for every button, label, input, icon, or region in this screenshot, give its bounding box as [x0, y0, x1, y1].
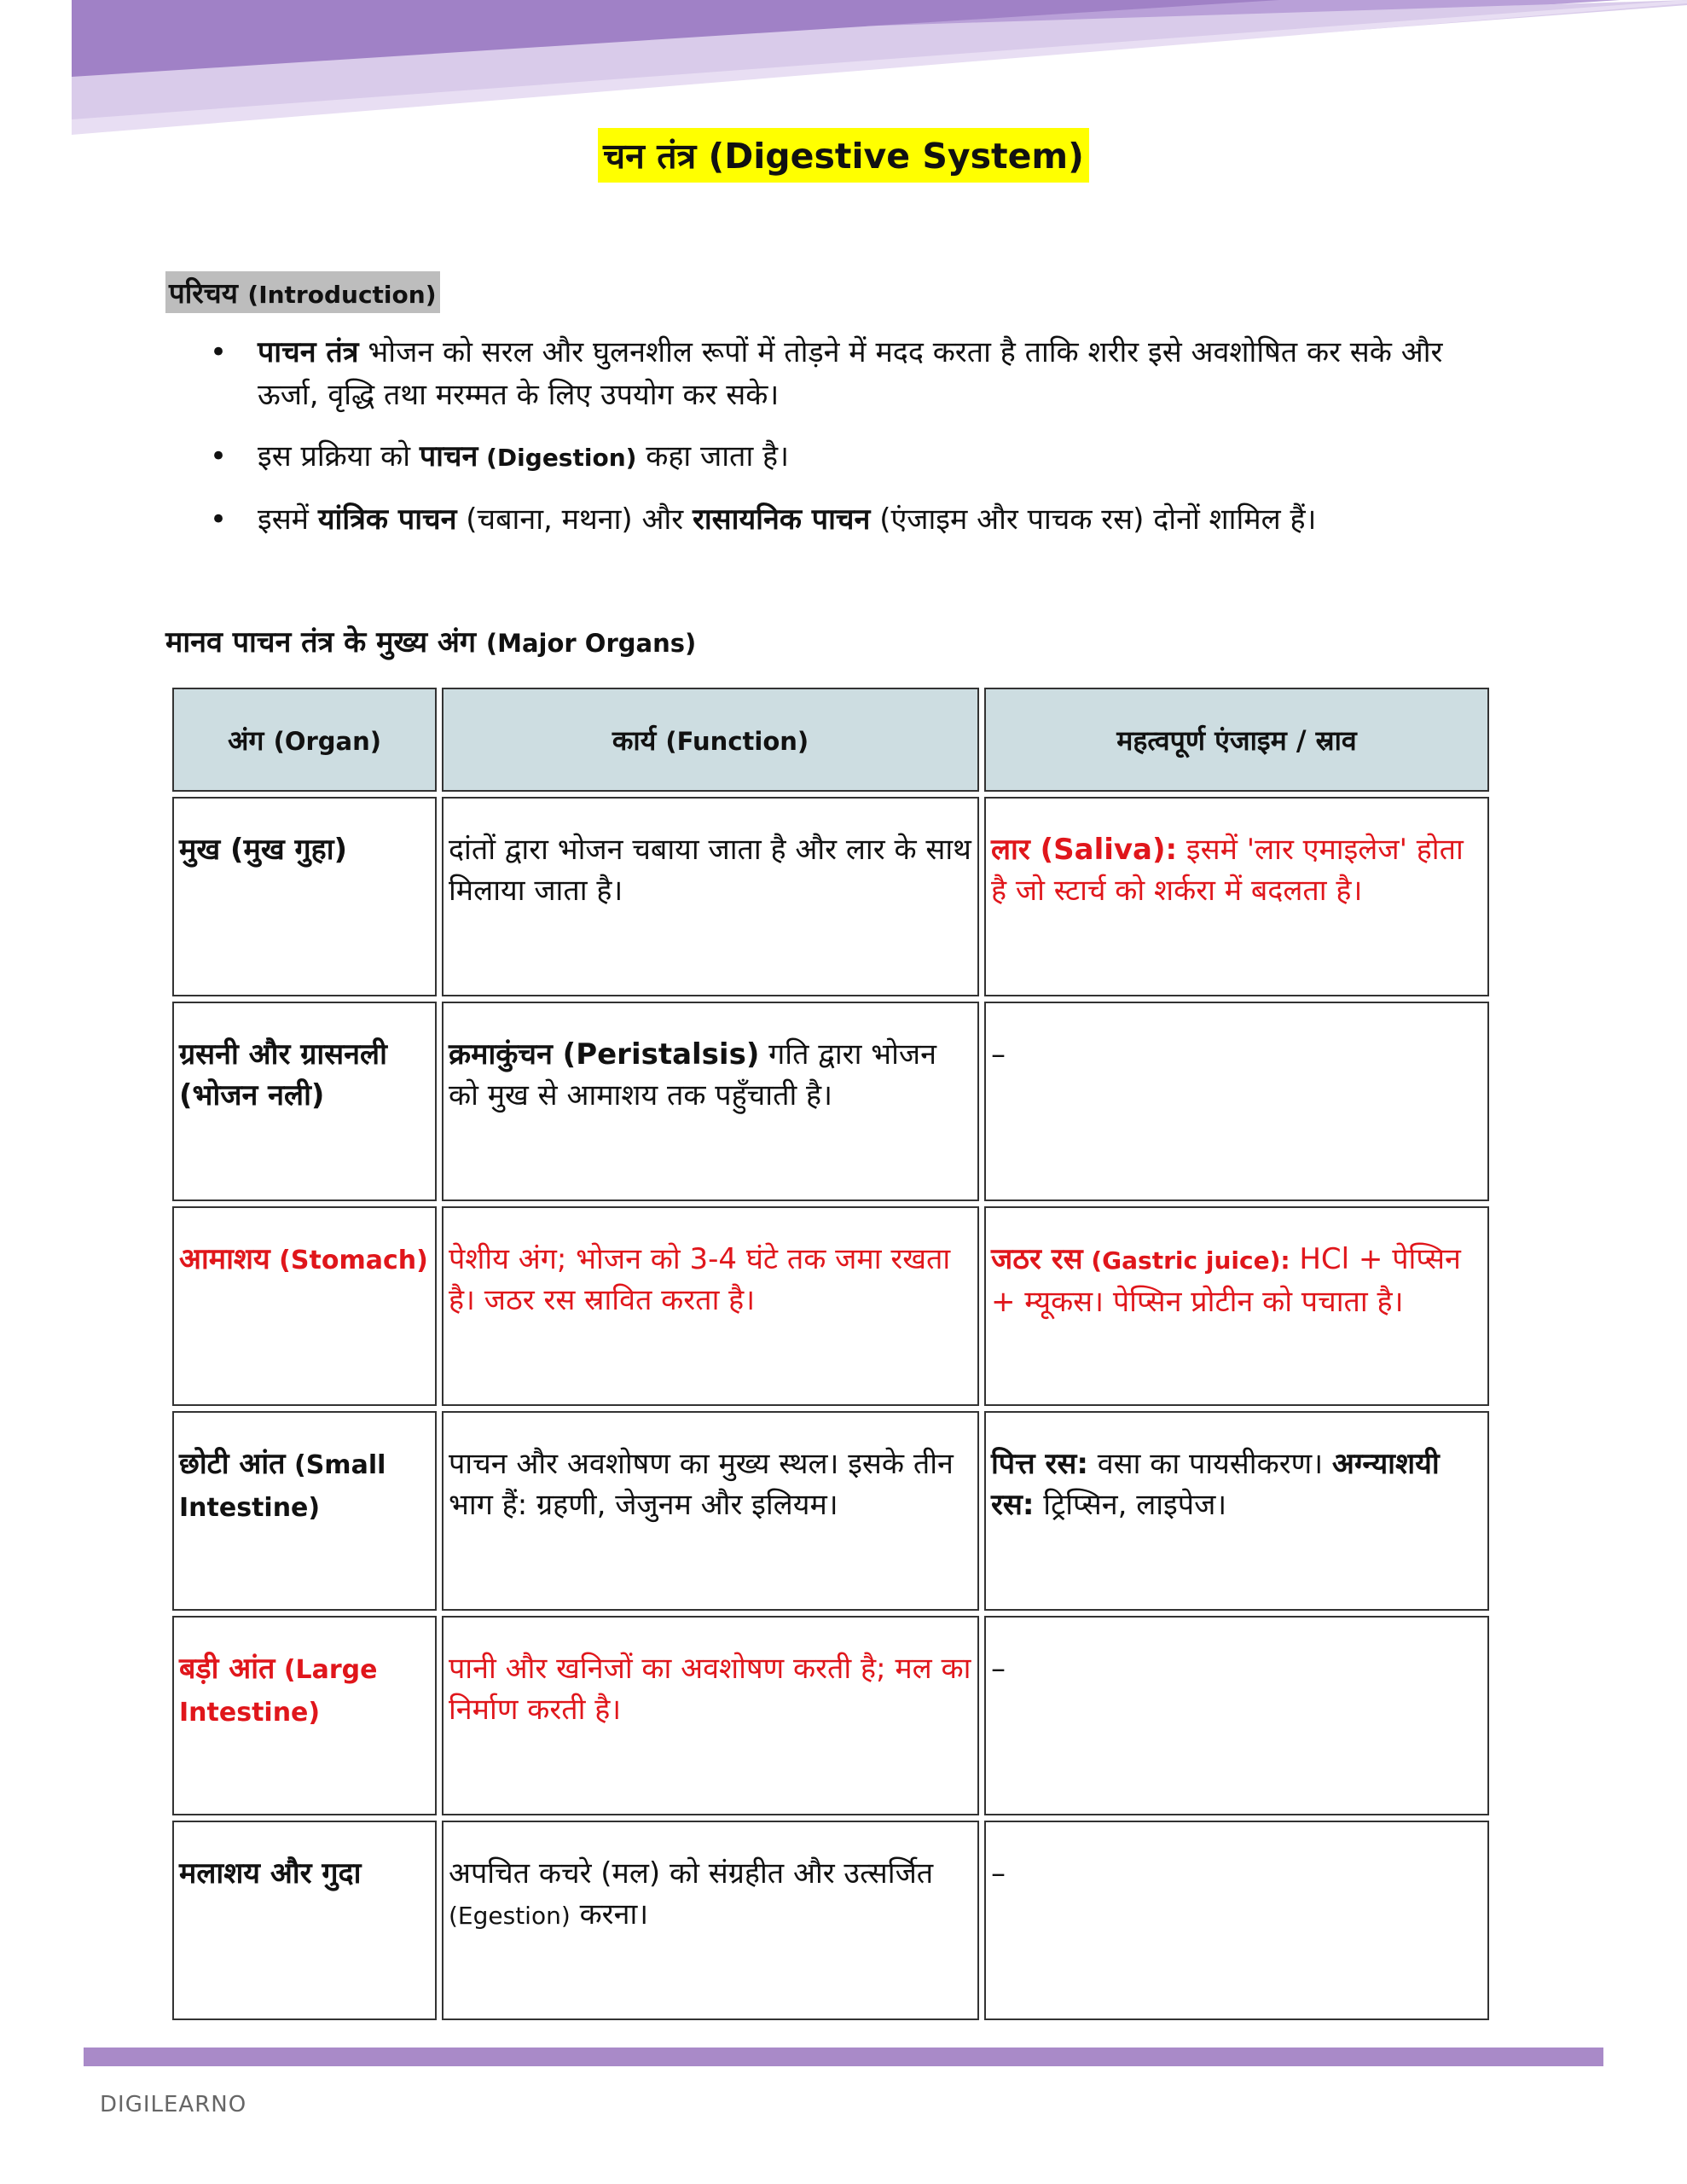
function-text: दांतों द्वारा भोजन चबाया जाता है और लार के साथ मिलाया जाता है। — [449, 833, 971, 908]
title-container — [0, 128, 1687, 183]
enzyme-bold: अग्न्याशयी रस: — [991, 1447, 1440, 1522]
organ-name-en: (Stomach) — [270, 1246, 428, 1275]
table-header-row — [172, 688, 1489, 792]
organ-cell — [172, 1002, 437, 1201]
enzyme-text: ट्रिप्सिन, लाइपेज। — [1034, 1488, 1227, 1522]
enzyme-cell — [984, 1821, 1489, 2020]
organ-cell — [172, 1821, 437, 2020]
intro-heading-en: (Introduction) — [247, 281, 437, 309]
function-text: पानी और खनिजों का अवशोषण करती है; मल का निर्माण करती है। — [449, 1652, 971, 1727]
page-title: चन तंत्र (Digestive System) — [598, 128, 1089, 183]
intro-bullets — [205, 331, 1501, 560]
organ-name: मलाशय और गुदा — [179, 1856, 362, 1891]
enzyme-text: – — [991, 1037, 1006, 1072]
bullet-text: इस प्रक्रिया को — [258, 439, 420, 473]
bullet-text: भोजन को सरल और घुलनशील रूपों में तोड़ने में मदद करता है ताकि शरीर इसे अवशोषित कर सके और ऊर्जा, वृद्धि तथा मरम्मत के लिए उपयोग कर सके। — [258, 335, 1443, 412]
organ-cell — [172, 1411, 437, 1611]
header-organ — [172, 688, 437, 792]
organs-table — [167, 682, 1494, 2025]
header-organ-en: (Organ) — [273, 726, 382, 756]
enzyme-cell — [984, 1616, 1489, 1815]
function-cell — [442, 1616, 979, 1815]
intro-heading-hi: परिचय — [169, 276, 238, 310]
organ-name-en: (Large Intestine) — [179, 1655, 378, 1728]
organ-name-en: (Small Intestine) — [179, 1450, 386, 1523]
bullet-text: (चबाना, मथना) और — [456, 502, 693, 537]
bold-text: यांत्रिक पाचन — [317, 502, 457, 537]
bullet-text: (एंजाइम और पाचक रस) दोनों शामिल हैं। — [870, 502, 1317, 537]
enzyme-cell — [984, 1411, 1489, 1611]
enzyme-cell — [984, 1206, 1489, 1406]
function-cell — [442, 797, 979, 996]
header-organ-hi: अंग — [227, 723, 264, 757]
table-row — [172, 1821, 1489, 2020]
bold-text: पाचन — [419, 439, 478, 473]
intro-bullet-3 — [205, 498, 1501, 541]
intro-bullet-1 — [205, 331, 1501, 416]
bullet-text: इसमें — [258, 502, 318, 537]
organ-name: मुख (मुख गुहा) — [179, 833, 348, 867]
function-text: करना। — [570, 1897, 649, 1931]
header-enzyme: महत्वपूर्ण एंजाइम / स्राव — [984, 688, 1489, 792]
header-function-en: (Function) — [665, 726, 809, 756]
function-cell — [442, 1821, 979, 2020]
enzyme-cell — [984, 797, 1489, 996]
function-cell — [442, 1411, 979, 1611]
function-bold: क्रमाकुंचन (Peristalsis) — [449, 1037, 760, 1072]
enzyme-cell — [984, 1002, 1489, 1201]
enzyme-text: – — [991, 1652, 1006, 1686]
bullet-text: कहा जाता है। — [636, 439, 789, 473]
header-function-hi: कार्य — [612, 723, 657, 757]
function-cell — [442, 1002, 979, 1201]
bold-text-en: (Digestion) — [478, 444, 637, 472]
intro-heading — [165, 271, 440, 313]
function-text-en: (Egestion) — [449, 1902, 571, 1930]
bold-text: रासायनिक पाचन — [692, 502, 871, 537]
enzyme-text: इसमें 'लार एमाइलेज' होता है जो स्टार्च को शर्करा में बदलता है। — [991, 833, 1464, 908]
enzyme-bold: पित्त रस: — [991, 1447, 1088, 1481]
organ-name: बड़ी आंत — [179, 1652, 275, 1686]
enzyme-bold: जठर रस — [991, 1242, 1083, 1276]
organ-cell — [172, 797, 437, 996]
enzyme-text: HCl + पेप्सिन + म्यूकस। पेप्सिन प्रोटीन को पचाता है। — [991, 1242, 1461, 1319]
footer-brand: DIGILEARNO — [100, 2092, 247, 2117]
enzyme-text: वसा का पायसीकरण। — [1087, 1447, 1332, 1481]
footer-bar — [84, 2048, 1603, 2066]
organ-name: ग्रसनी और ग्रासनली (भोजन नली) — [179, 1037, 387, 1112]
enzyme-bold: लार (Saliva): — [991, 833, 1178, 867]
function-text: पाचन और अवशोषण का मुख्य स्थल। इसके तीन भाग हैं: ग्रहणी, जेजुनम और इलियम। — [449, 1447, 954, 1522]
organ-cell — [172, 1616, 437, 1815]
organ-name: आमाशय — [179, 1242, 270, 1276]
table-row — [172, 1206, 1489, 1406]
table-row — [172, 797, 1489, 996]
organs-heading-en: (Major Organs) — [485, 629, 697, 658]
organ-name: छोटी आंत — [179, 1447, 286, 1481]
table-row — [172, 1616, 1489, 1815]
bold-text: पाचन तंत्र — [258, 335, 359, 369]
function-text: गति द्वारा भोजन को मुख से आमाशय तक पहुँचाती है। — [449, 1037, 936, 1112]
function-text: पेशीय अंग; भोजन को 3-4 घंटे तक जमा रखता है। जठर रस स्रावित करता है। — [449, 1242, 951, 1317]
header-banner — [0, 0, 1687, 145]
table-row — [172, 1002, 1489, 1201]
organ-cell — [172, 1206, 437, 1406]
function-text: अपचित कचरे (मल) को संग्रहीत और उत्सर्जित — [449, 1856, 934, 1891]
header-function — [442, 688, 979, 792]
organs-heading — [165, 621, 696, 660]
enzyme-bold-en: (Gastric juice): — [1082, 1246, 1290, 1275]
intro-bullet-2 — [205, 435, 1501, 479]
enzyme-text: – — [991, 1856, 1006, 1891]
function-cell — [442, 1206, 979, 1406]
table-row — [172, 1411, 1489, 1611]
organs-heading-hi: मानव पाचन तंत्र के मुख्य अंग — [165, 625, 476, 659]
